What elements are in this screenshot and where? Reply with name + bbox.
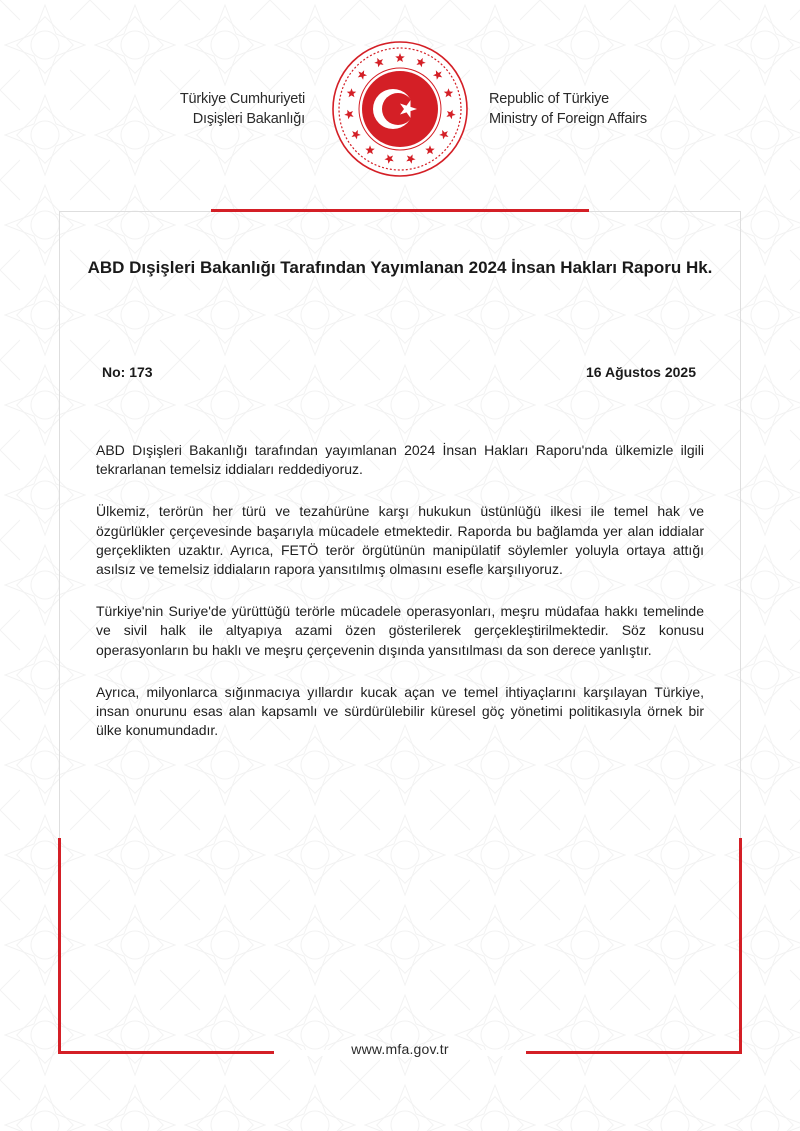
left-accent-line bbox=[58, 838, 61, 1054]
body-paragraph: ABD Dışişleri Bakanlığı tarafından yayımlanan 2024 İnsan Hakları Raporu'nda ülkemizle ilgili tekrarlanan temelsiz iddiaları reddediyoruz. bbox=[96, 442, 704, 478]
document-title: ABD Dışişleri Bakanlığı Tarafından Yayımlanan 2024 İnsan Hakları Raporu Hk. bbox=[87, 258, 713, 277]
body-paragraph: Ülkemiz, terörün her türü ve tezahürüne karşı hukukun üstünlüğü ilkesi ile temel hak ve özgürlükler çerçevesinde başarıyla mücadele etmektedir. Raporda bu bağlamda yer alan iddialar gerçeklikten uzaktır. Ayrıca, FETÖ terör örgütünün manipülatif söylemler yoluyla ortaya attığı asılsız ve temelsiz iddiaların rapora yansıtılmış olmasını esefle karşılıyoruz. bbox=[96, 503, 704, 578]
letterhead-country-en: Republic of Türkiye bbox=[489, 91, 610, 107]
top-accent-line bbox=[211, 209, 589, 212]
crescent-star-seal-icon bbox=[331, 40, 469, 178]
body-paragraph: Ayrıca, milyonlarca sığınmacıya yıllardır kucak açan ve temel ihtiyaçlarını karşılayan Türkiye, insan onurunu esas alan kapsamlı ve sürdürülebilir küresel göç yönetimi politikasıyla örnek bir ülke konumundadır. bbox=[96, 683, 704, 739]
document-date: 16 Ağustos 2025 bbox=[586, 364, 696, 380]
letterhead-ministry-tr: Dışişleri Bakanlığı bbox=[192, 111, 305, 127]
letterhead-country-tr: Türkiye Cumhuriyeti bbox=[179, 91, 305, 107]
right-accent-line bbox=[739, 838, 742, 1054]
letterhead-turkish bbox=[85, 89, 305, 129]
letterhead-english bbox=[489, 89, 729, 129]
body-paragraph: Türkiye'nin Suriye'de yürüttüğü terörle mücadele operasyonları, meşru müdafaa hakkı temelinde ve sivil halk ile altyapıya azami özen gösterilerek gerçekleştirilmektedir. Söz konusu operasyonların bu haklı ve meşru çerçevenin dışında yansıtılması da son derece yanlıştır. bbox=[96, 603, 704, 658]
footer-website-link[interactable]: www.mfa.gov.tr bbox=[351, 1041, 449, 1057]
document-number: No: 173 bbox=[102, 364, 153, 380]
letterhead-ministry-en: Ministry of Foreign Affairs bbox=[489, 111, 647, 127]
document-body bbox=[96, 441, 704, 763]
